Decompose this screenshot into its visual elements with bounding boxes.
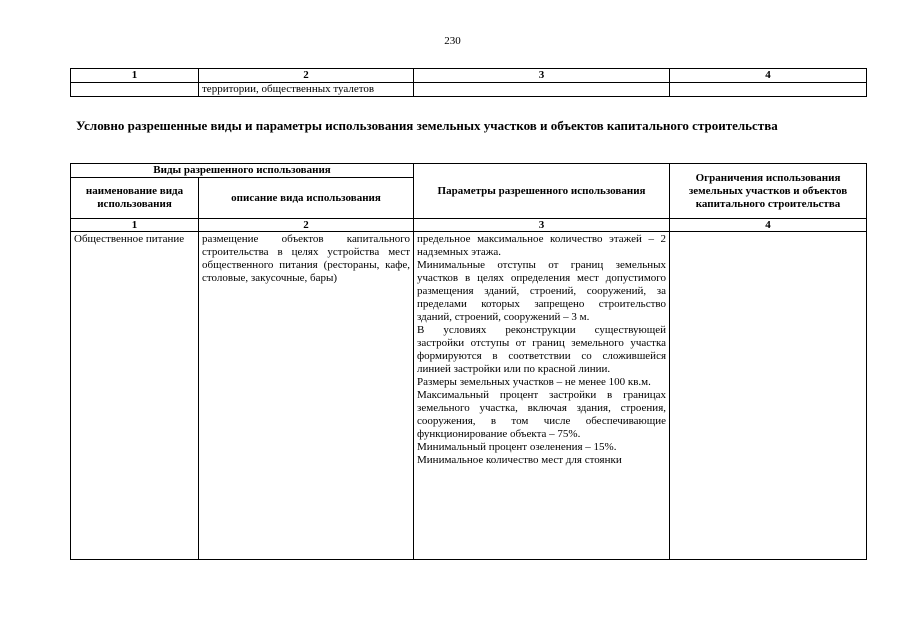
parameter-paragraph: предельное максимальное количество этажей – 2 надземных этажа. xyxy=(417,233,667,258)
parameter-paragraph: Минимальный процент озеленения – 15%. xyxy=(417,441,617,453)
table-cell xyxy=(414,83,670,97)
column-number: 2 xyxy=(199,219,414,232)
table-row xyxy=(71,232,867,560)
table-cell xyxy=(71,83,199,97)
parameter-paragraph: В условиях реконструкции существующей застройки отступы от границ земельного участка формируются в соответствии со сложившейся линией застройки или по красной линии. xyxy=(417,324,667,375)
section-title: Условно разрешенные виды и параметры использования земельных участков и объектов капитального строительства xyxy=(76,118,778,133)
continued-table xyxy=(70,68,867,97)
restrictions-cell xyxy=(670,232,867,560)
main-table xyxy=(70,163,867,560)
parameter-paragraph: Минимальное количество мест для стоянки xyxy=(417,454,622,466)
column-header-name: наименование вида использования xyxy=(71,178,199,219)
header-row xyxy=(71,164,867,178)
column-header-restrictions: Ограничения использования земельных участков и объектов капитального строительства xyxy=(670,164,867,219)
column-number: 4 xyxy=(670,69,867,83)
table-cell: территории, общественных туалетов xyxy=(199,83,414,97)
column-number: 1 xyxy=(71,69,199,83)
column-number: 3 xyxy=(414,69,670,83)
parameter-paragraph: Минимальные отступы от границ земельных участков в целях определения мест допустимого размещения зданий, строений, сооружений, за пределами которых запрещено строительство зданий, строений, сооружений – 3 м. xyxy=(417,259,667,323)
column-header-parameters: Параметры разрешенного использования xyxy=(414,164,670,219)
parameter-paragraph: Размеры земельных участков – не менее 100 кв.м. xyxy=(417,376,651,388)
column-number: 4 xyxy=(670,219,867,232)
table-cell xyxy=(670,83,867,97)
table-row xyxy=(71,83,867,97)
column-header-description: описание вида использования xyxy=(199,178,414,219)
column-number: 3 xyxy=(414,219,670,232)
column-number-row xyxy=(71,69,867,83)
use-parameters-cell xyxy=(414,232,670,560)
use-description-cell: размещение объектов капитального строительства в целях устройства мест общественного питания (рестораны, кафе, столовые, закусочные, бары) xyxy=(199,232,414,560)
column-number-row xyxy=(71,219,867,232)
use-name-cell: Общественное питание xyxy=(71,232,199,560)
page-number: 230 xyxy=(444,35,461,47)
column-number: 2 xyxy=(199,69,414,83)
header-group-cell: Виды разрешенного использования xyxy=(71,164,414,178)
parameter-paragraph: Максимальный процент застройки в границах земельного участка, включая здания, строения, сооружения, в том числе обеспечивающие функционирование объекта – 75%. xyxy=(417,389,667,440)
column-number: 1 xyxy=(71,219,199,232)
